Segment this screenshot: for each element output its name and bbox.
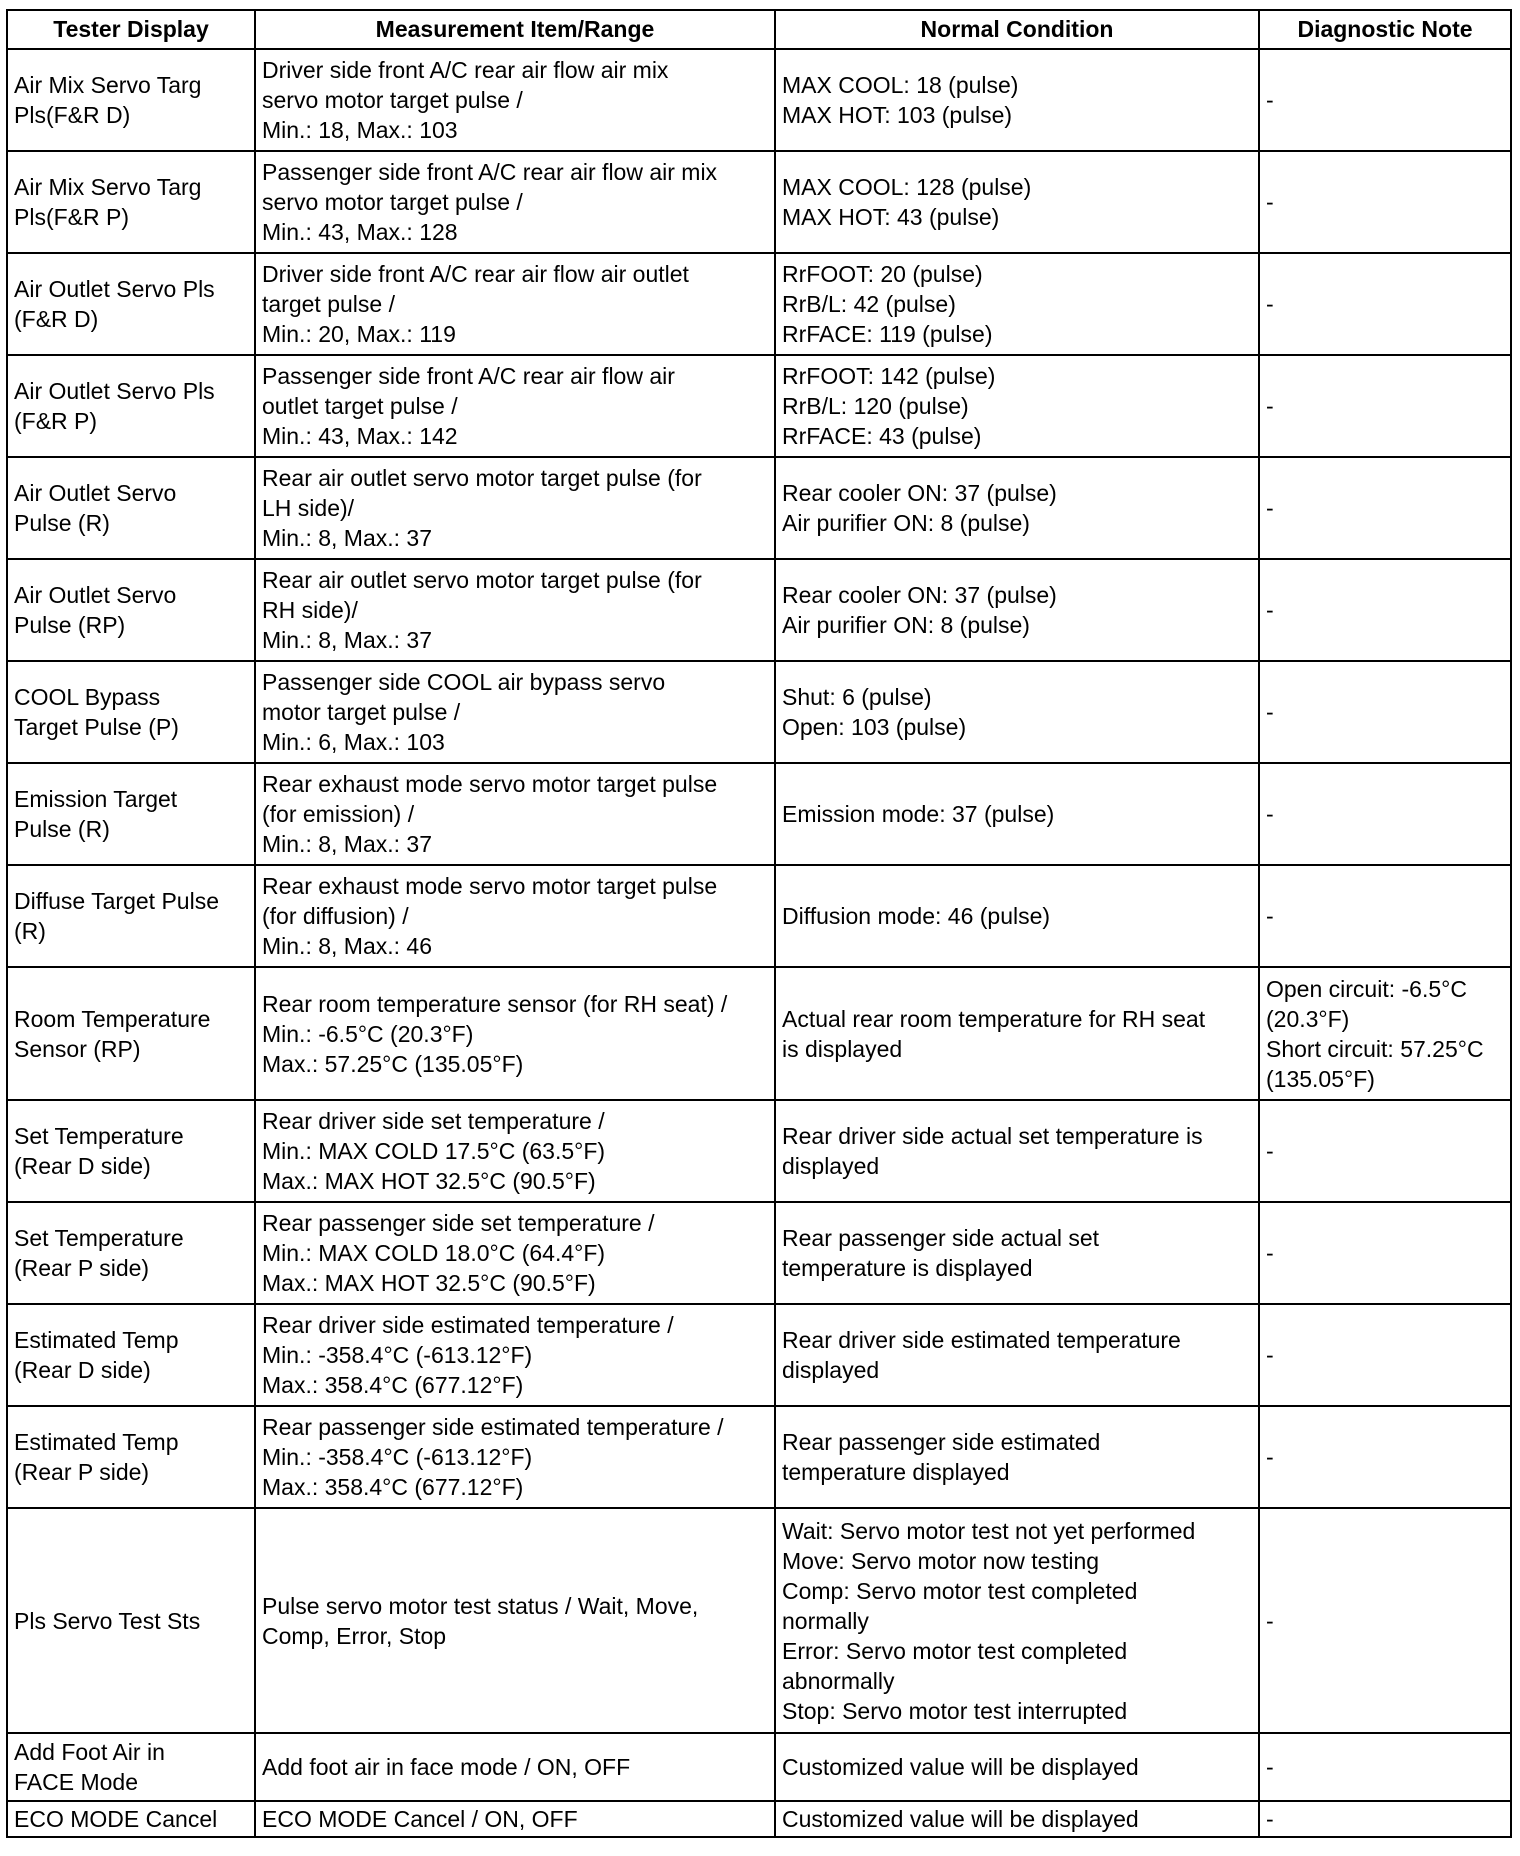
table-body [7,49,1511,1837]
diagnostic-note-cell: - [1259,1801,1511,1837]
tester-display-cell: Room Temperature Sensor (RP) [7,967,255,1100]
table-row [7,967,1511,1100]
table-row [7,355,1511,457]
table-row [7,865,1511,967]
tester-display-cell: Estimated Temp (Rear P side) [7,1406,255,1508]
table-row [7,1801,1511,1837]
tester-display-cell: Air Outlet Servo Pls (F&R D) [7,253,255,355]
table-row [7,559,1511,661]
normal-condition-cell: Diffusion mode: 46 (pulse) [775,865,1259,967]
measurement-item-cell: Passenger side front A/C rear air flow air mix servo motor target pulse / Min.: 43, Max.: 128 [255,151,775,253]
table-row [7,253,1511,355]
normal-condition-cell: Wait: Servo motor test not yet performed Move: Servo motor now testing Comp: Servo motor test completed normally Error: Servo motor test completed abnormally Stop: Servo motor test interrupted [775,1508,1259,1733]
diagnostic-note-cell: - [1259,253,1511,355]
normal-condition-cell: Rear cooler ON: 37 (pulse) Air purifier ON: 8 (pulse) [775,457,1259,559]
measurement-item-cell: Rear exhaust mode servo motor target pulse (for emission) / Min.: 8, Max.: 37 [255,763,775,865]
diagnostic-note-cell: - [1259,355,1511,457]
tester-display-cell: Set Temperature (Rear P side) [7,1202,255,1304]
measurement-item-cell: Rear air outlet servo motor target pulse (for LH side)/ Min.: 8, Max.: 37 [255,457,775,559]
header-tester-display: Tester Display [7,10,255,49]
tester-display-cell: Estimated Temp (Rear D side) [7,1304,255,1406]
tester-display-cell: Pls Servo Test Sts [7,1508,255,1733]
measurement-item-cell: Rear room temperature sensor (for RH seat) / Min.: -6.5°C (20.3°F) Max.: 57.25°C (135.05°F) [255,967,775,1100]
normal-condition-cell: Actual rear room temperature for RH seat is displayed [775,967,1259,1100]
measurement-item-cell: ECO MODE Cancel / ON, OFF [255,1801,775,1837]
tester-display-cell: Air Outlet Servo Pulse (R) [7,457,255,559]
measurement-item-cell: Rear passenger side set temperature / Min.: MAX COLD 18.0°C (64.4°F) Max.: MAX HOT 32.5°C (90.5°F) [255,1202,775,1304]
table-row [7,661,1511,763]
tester-display-cell: Set Temperature (Rear D side) [7,1100,255,1202]
measurement-item-cell: Add foot air in face mode / ON, OFF [255,1733,775,1801]
table-row [7,1202,1511,1304]
normal-condition-cell: Shut: 6 (pulse) Open: 103 (pulse) [775,661,1259,763]
table-row [7,49,1511,151]
diagnostic-note-cell: - [1259,559,1511,661]
tester-display-cell: Air Mix Servo Targ Pls(F&R D) [7,49,255,151]
table-row [7,763,1511,865]
normal-condition-cell: Emission mode: 37 (pulse) [775,763,1259,865]
diagnostic-note-cell: Open circuit: -6.5°C (20.3°F) Short circuit: 57.25°C (135.05°F) [1259,967,1511,1100]
diagnostic-note-cell: - [1259,1406,1511,1508]
measurement-item-cell: Rear driver side set temperature / Min.: MAX COLD 17.5°C (63.5°F) Max.: MAX HOT 32.5°C (90.5°F) [255,1100,775,1202]
measurement-item-cell: Rear air outlet servo motor target pulse (for RH side)/ Min.: 8, Max.: 37 [255,559,775,661]
diagnostic-note-cell: - [1259,763,1511,865]
normal-condition-cell: Rear driver side actual set temperature is displayed [775,1100,1259,1202]
table-row [7,1406,1511,1508]
tester-display-cell: ECO MODE Cancel [7,1801,255,1837]
table-row [7,1733,1511,1801]
table-row [7,1508,1511,1733]
measurement-item-cell: Rear driver side estimated temperature / Min.: -358.4°C (-613.12°F) Max.: 358.4°C (677.12°F) [255,1304,775,1406]
tester-display-cell: COOL Bypass Target Pulse (P) [7,661,255,763]
table-row [7,457,1511,559]
diagnostic-note-cell: - [1259,457,1511,559]
measurement-item-cell: Driver side front A/C rear air flow air mix servo motor target pulse / Min.: 18, Max.: 103 [255,49,775,151]
diagnostic-note-cell: - [1259,49,1511,151]
table-row [7,1100,1511,1202]
diagnostic-note-cell: - [1259,1202,1511,1304]
diagnostic-note-cell: - [1259,151,1511,253]
diagnostic-note-cell: - [1259,1304,1511,1406]
measurement-item-cell: Pulse servo motor test status / Wait, Move, Comp, Error, Stop [255,1508,775,1733]
measurement-item-cell: Passenger side front A/C rear air flow air outlet target pulse / Min.: 43, Max.: 142 [255,355,775,457]
measurement-item-cell: Rear exhaust mode servo motor target pulse (for diffusion) / Min.: 8, Max.: 46 [255,865,775,967]
normal-condition-cell: Rear driver side estimated temperature displayed [775,1304,1259,1406]
tester-display-cell: Air Mix Servo Targ Pls(F&R P) [7,151,255,253]
diagnostic-note-cell: - [1259,1100,1511,1202]
diagnostic-note-cell: - [1259,1508,1511,1733]
normal-condition-cell: RrFOOT: 20 (pulse) RrB/L: 42 (pulse) RrFACE: 119 (pulse) [775,253,1259,355]
diagnostic-note-cell: - [1259,1733,1511,1801]
normal-condition-cell: Rear passenger side estimated temperature displayed [775,1406,1259,1508]
header-normal-condition: Normal Condition [775,10,1259,49]
normal-condition-cell: Rear cooler ON: 37 (pulse) Air purifier ON: 8 (pulse) [775,559,1259,661]
tester-display-cell: Add Foot Air in FACE Mode [7,1733,255,1801]
diagnostic-note-cell: - [1259,865,1511,967]
measurement-item-cell: Driver side front A/C rear air flow air outlet target pulse / Min.: 20, Max.: 119 [255,253,775,355]
tester-display-cell: Air Outlet Servo Pulse (RP) [7,559,255,661]
diagnostic-note-cell: - [1259,661,1511,763]
normal-condition-cell: Customized value will be displayed [775,1801,1259,1837]
measurement-item-cell: Passenger side COOL air bypass servo motor target pulse / Min.: 6, Max.: 103 [255,661,775,763]
tester-display-cell: Diffuse Target Pulse (R) [7,865,255,967]
tester-display-cell: Emission Target Pulse (R) [7,763,255,865]
diagnostic-data-table [6,9,1512,1838]
tester-display-cell: Air Outlet Servo Pls (F&R P) [7,355,255,457]
table-row [7,151,1511,253]
normal-condition-cell: Customized value will be displayed [775,1733,1259,1801]
normal-condition-cell: MAX COOL: 128 (pulse) MAX HOT: 43 (pulse) [775,151,1259,253]
header-measurement-item: Measurement Item/Range [255,10,775,49]
header-diagnostic-note: Diagnostic Note [1259,10,1511,49]
normal-condition-cell: MAX COOL: 18 (pulse) MAX HOT: 103 (pulse) [775,49,1259,151]
normal-condition-cell: RrFOOT: 142 (pulse) RrB/L: 120 (pulse) RrFACE: 43 (pulse) [775,355,1259,457]
measurement-item-cell: Rear passenger side estimated temperature / Min.: -358.4°C (-613.12°F) Max.: 358.4°C (677.12°F) [255,1406,775,1508]
table-row [7,1304,1511,1406]
normal-condition-cell: Rear passenger side actual set temperature is displayed [775,1202,1259,1304]
header-row [7,10,1511,49]
